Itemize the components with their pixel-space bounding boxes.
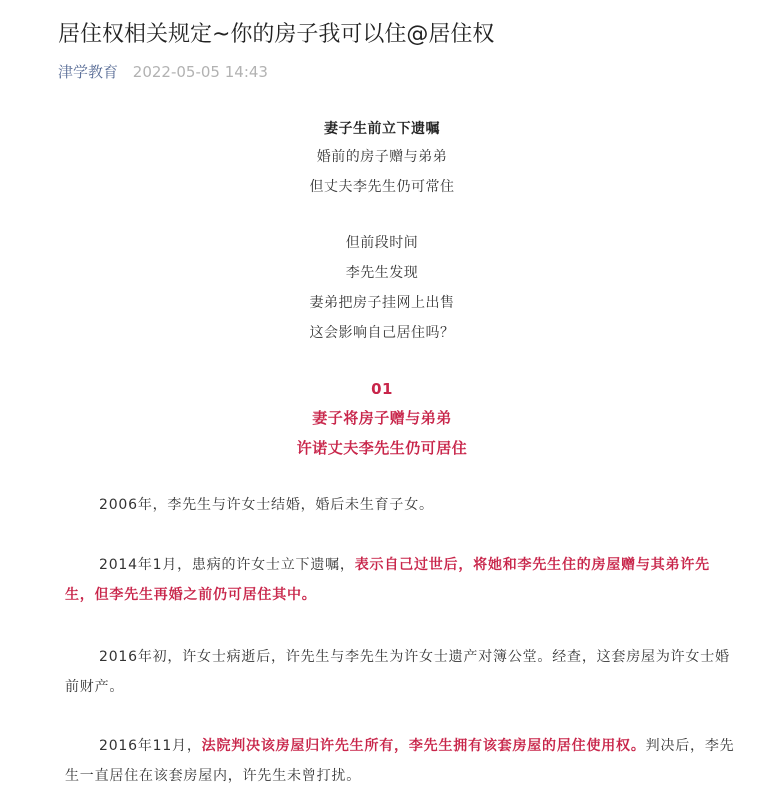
paragraph <box>65 731 735 791</box>
author-link[interactable]: 津学教育 <box>58 63 119 81</box>
paragraph <box>65 642 735 702</box>
paragraph-text: 2016年初，许女士病逝后，许先生与李先生为许女士遗产对簿公堂。经查，这套房屋为许女士婚前财产。 <box>65 649 730 695</box>
intro-line: 但丈夫李先生仍可常住 <box>309 179 455 195</box>
paragraph-text: 2014年1月，患病的许女士立下遗嘱， <box>99 557 355 573</box>
intro-line: 李先生发现 <box>345 265 419 281</box>
intro-line: 妻弟把房子挂网上出售 <box>309 295 455 311</box>
intro-line: 婚前的房子赠与弟弟 <box>316 149 448 165</box>
paragraph <box>65 550 735 610</box>
section-number: 01 <box>371 380 393 398</box>
paragraph-text: 判决后，李先生一直居住在该套房屋内，许先生未曾打扰。 <box>65 738 735 784</box>
article-title: 居住权相关规定~你的房子我可以住@居住权 <box>58 22 495 47</box>
paragraph <box>65 490 735 520</box>
highlight-text: 法院判决该房屋归许先生所有，李先生拥有该套房屋的居住使用权。 <box>201 738 646 754</box>
article-meta <box>58 62 268 82</box>
intro-line: 但前段时间 <box>345 235 419 251</box>
paragraph-text: 2006年，李先生与许女士结婚，婚后未生育子女。 <box>99 497 434 513</box>
paragraph-text: 2016年11月， <box>99 738 202 754</box>
intro-line: 这会影响自己居住吗？ <box>309 325 455 341</box>
section-title-line: 许诺丈夫李先生仍可居住 <box>296 439 468 457</box>
section-title-line: 妻子将房子赠与弟弟 <box>312 409 452 427</box>
publish-date: 2022-05-05 14:43 <box>132 63 268 81</box>
intro-heading: 妻子生前立下遗嘱 <box>324 121 440 137</box>
highlight-text: 表示自己过世后，将她和李先生住的房屋赠与其弟许先生，但李先生再婚之前仍可居住其中。 <box>65 557 710 603</box>
